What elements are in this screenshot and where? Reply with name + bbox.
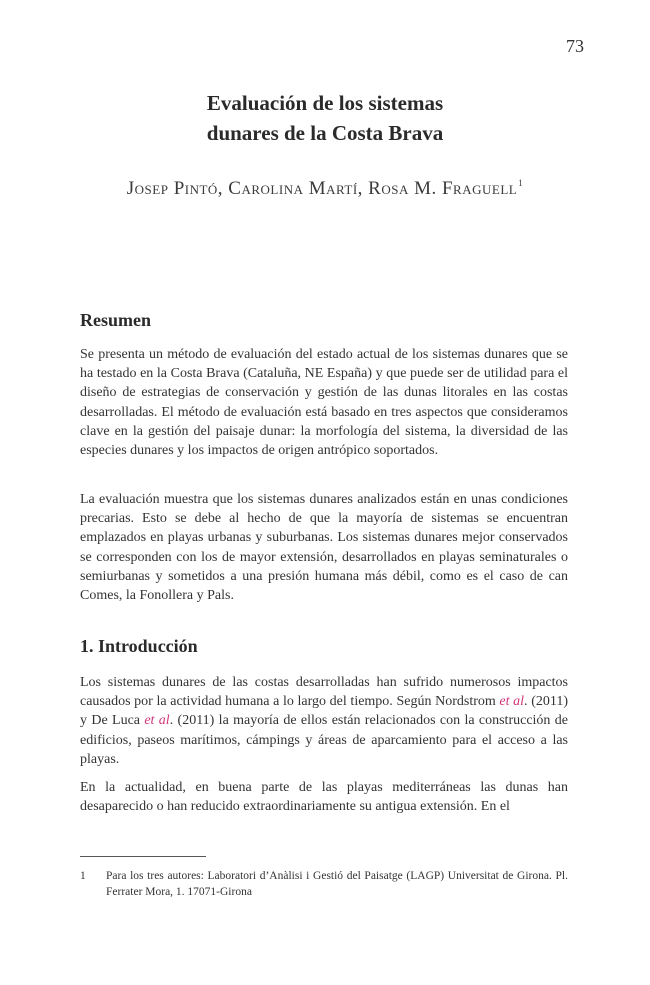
introduccion-paragraph-2: En la actualidad, en buena parte de las playas mediterráneas las dunas han desaparecido o han reducido extraordinariamente su antigua extensión. En el: [80, 780, 568, 815]
resumen-heading: Resumen: [80, 310, 151, 330]
title-line-1: Evaluación de los sistemas: [206, 91, 444, 115]
footnote-number: 1: [80, 870, 86, 882]
author-footnote-ref: 1: [518, 178, 524, 188]
et-al-citation-2: et al: [144, 713, 170, 729]
footnote-text: Para los tres autores: Laboratori d’Anàlisi i Gestió del Paisatge (LAGP) Universitat de Girona. Pl. Ferrater Mora, 1. 17071-Girona: [106, 870, 568, 898]
et-al-citation-1: et al: [499, 694, 525, 710]
author-names: Josep Pintó, Carolina Martí, Rosa M. Fraguell: [126, 178, 518, 199]
title-line-2: dunares de la Costa Brava: [206, 121, 444, 145]
introduccion-heading: 1. Introducción: [80, 636, 198, 656]
resumen-paragraph-2: La evaluación muestra que los sistemas dunares analizados están en unas condiciones precarias. Esto se debe al hecho de que la mayoría de sistemas se encuentran emplazados en playas urbanas y suburbanas. Los sistemas dunares mejor conservados se corresponden con los de mayor extensión, desarrollados en playas seminaturales o semiurbanas y sometidos a una presión humana más débil, como es el caso de can Comes, la Fonollera y Pals.: [80, 492, 568, 604]
intro-text-2: . (2011) y De Luca: [80, 694, 568, 729]
footnote-divider: [80, 856, 206, 857]
intro-text-3: . (2011) la mayoría de ellos están relacionados con la construcción de edificios, paseos marítimos, cámpings y áreas de aparcamiento para el acceso a las playas.: [80, 713, 568, 767]
intro-text-1: Los sistemas dunares de las costas desarrolladas han sufrido numerosos impactos causados por la actividad humana a lo largo del tiempo. Según Nordstrom: [80, 675, 568, 710]
introduccion-paragraph-1: [80, 673, 568, 769]
footnote: [80, 868, 568, 900]
author-list: [0, 178, 650, 200]
article-title: [0, 88, 650, 148]
resumen-paragraph-1: Se presenta un método de evaluación del estado actual de los sistemas dunares que se ha testado en la Costa Brava (Cataluña, NE España) y que puede ser de utilidad para el diseño de estrategias de conservación y gestión de las dunas litorales en las costas desarrolladas. El método de evaluación está basado en tres aspectos que consideramos clave en la gestión del paisaje dunar: la morfología del sistema, la diversidad de las especies dunares y los impactos de origen antrópico soportados.: [80, 347, 568, 459]
page-number: 73: [566, 36, 584, 56]
